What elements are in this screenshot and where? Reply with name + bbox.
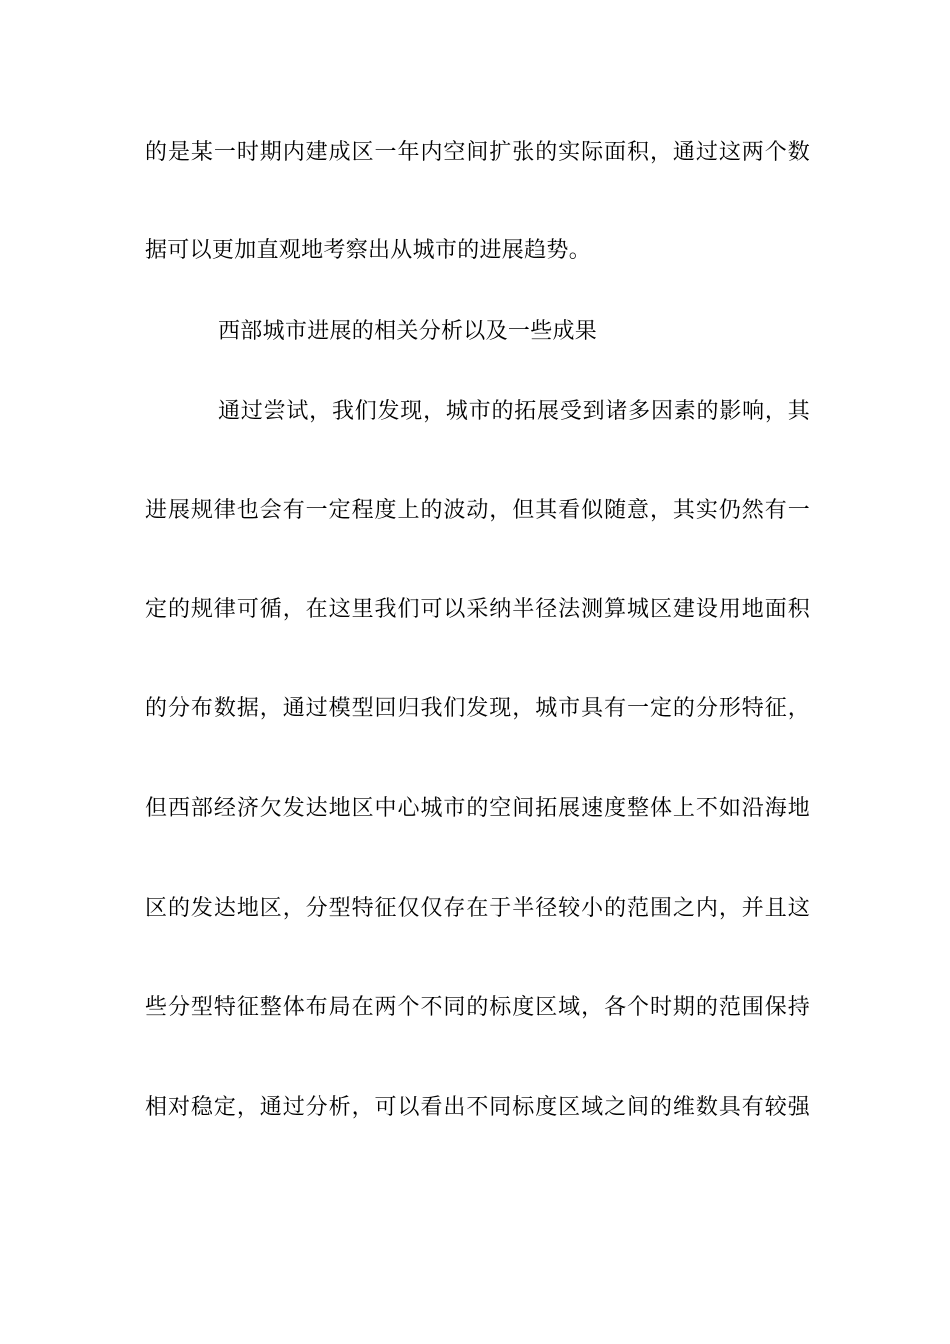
paragraph-line-3: 通过尝试，我们发现，城市的拓展受到诸多因素的影响，其	[218, 399, 810, 424]
section-heading: 西部城市进展的相关分析以及一些成果	[218, 319, 598, 344]
paragraph-line-4: 进展规律也会有一定程度上的波动，但其看似随意，其实仍然有一	[145, 498, 810, 523]
paragraph-line-9: 些分型特征整体布局在两个不同的标度区域，各个时期的范围保持	[145, 995, 810, 1020]
paragraph-line-2: 据可以更加直观地考察出从城市的进展趋势。	[145, 238, 592, 263]
paragraph-line-1: 的是某一时期内建成区一年内空间扩张的实际面积，通过这两个数	[145, 140, 810, 165]
paragraph-line-7: 但西部经济欠发达地区中心城市的空间拓展速度整体上不如沿海地	[145, 796, 810, 821]
paragraph-line-10: 相对稳定，通过分析，可以看出不同标度区域之间的维数具有较强	[145, 1095, 810, 1120]
paragraph-line-6: 的分布数据，通过模型回归我们发现，城市具有一定的分形特征，	[145, 696, 810, 721]
paragraph-line-8: 区的发达地区，分型特征仅仅存在于半径较小的范围之内，并且这	[145, 896, 810, 921]
paragraph-line-5: 定的规律可循，在这里我们可以采纳半径法测算城区建设用地面积	[145, 597, 810, 622]
